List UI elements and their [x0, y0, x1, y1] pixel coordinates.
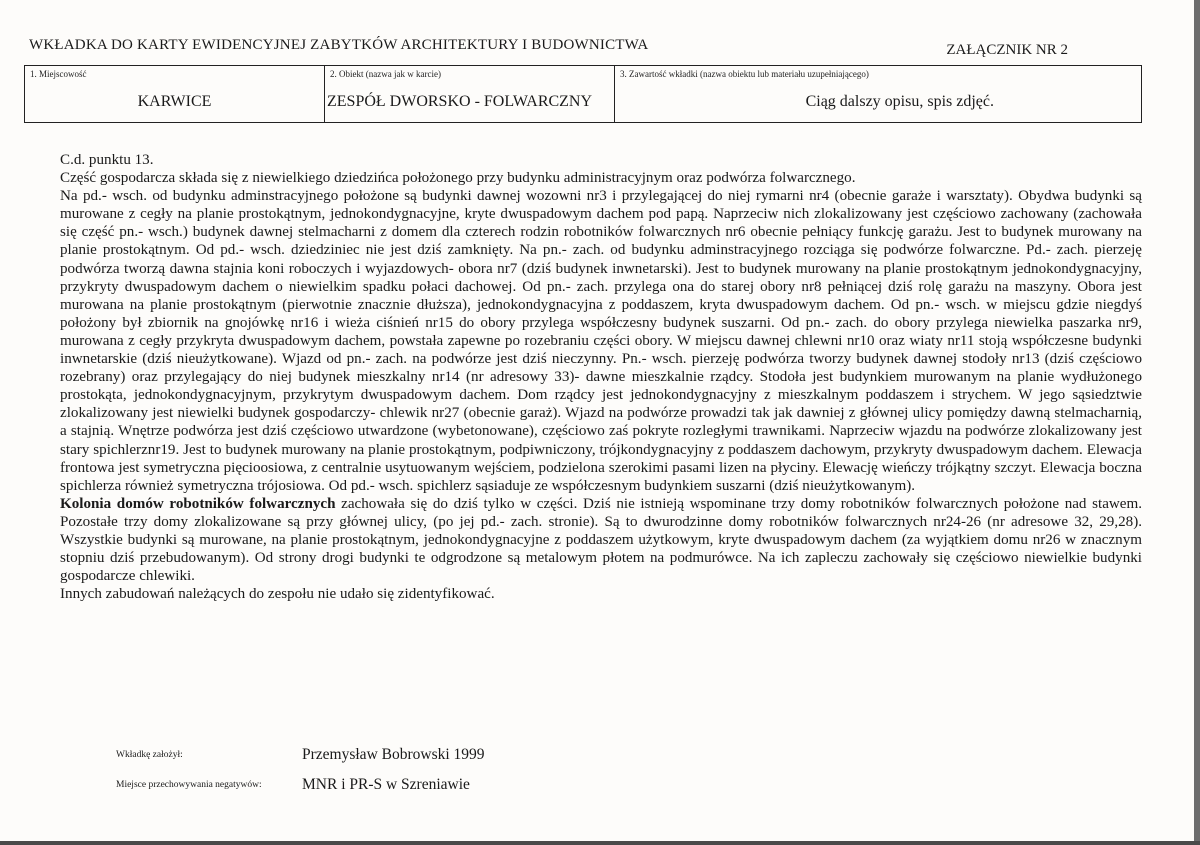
field-object-label: 2. Obiekt (nazwa jak w karcie): [330, 69, 441, 79]
colony-heading: Kolonia domów robotników folwarcznych: [60, 495, 336, 512]
paragraph-buildings: Na pd.- wsch. od budynku adminstracyjnego położone są budynki dawnej wozowni nr3 i przylegającej do niej rymarni nr4 (obecnie garaże i warsztaty). Obydwa budynki są murowane z cegły na planie prostokątnym, jednokondygnacyjne, kryte dwuspadowym dachem pod papą. Naprzeciw nich zlokalizowany jest częściowo zachowany (zachowała się część pn.- wsch.) budynek dawnej stelmacharni z domem dla czterech rodzin robotników folwarcznych nr6 obecnie pełniący funkcję garażu. Jest to budynek murowany na planie prostokątnym. Od pd.- wsch. dziedziniec nie jest dziś zamknięty. Na pn.- zach. od budynku adminstracyjnego rozciąga się podwórze folwarczne. Pd.- zach. pierzeję podwórza tworzą dawna stajnia koni roboczych i wyjazdowych- obora nr7 (dziś budynek inwnetarski). Jest to budynek murowany na planie prostokątnym jednokondygnacyjny, przykryty dwuspadowym dachem o niewielkim spadku połaci dachowej. Od pn.- zach. przylega ona do starej obory nr8 pełniącej dziś rolę garażu na maszyny. Obora jest murowana na planie prostokątnym (pierwotnie znacznie dłuższa), jednokondygnacyjna z poddaszem, kryta dwuspadowym dachem. Od pn.- wsch. w miejscu gdzie niegdyś położony był zbiornik na gnojówkę nr16 i wieża ciśnień nr15 do obory przylega współczesny budynek suszarni. Od pn.- zach. do obory przylega niewielka paszarka nr9, murowana z cegły przykryta dwuspadowym dachem, powstała zapewne po rozebraniu części obory. W miejscu dawnej chlewni nr10 oraz wiaty nr11 stoją współczesne budynki inwnetarskie (dziś nieużytkowane). Wjazd od pn.- zach. na podwórze jest dziś nieczynny. Pn.- wsch. pierzeję podwórza tworzy budynek dawnej stodoły nr13 (dziś częściowo rozebrany) oraz przylegający do niej budynek mieszkalny nr14 (nr adresowy 33)- dawne mieszkalnie rządcy. Stodoła jest budynkiem murowanym na planie wydłużonego prostokąta, jednokondygnacyjnym, przykrytym dwuspadowym dachem. Dom rządcy jest jednokondygnacyjny z mieszkalnym poddaszem i strychem. W jego sąsiedztwie zlokalizowany jest niewielki budynek gospodarczy- chlewik nr27 (obecnie garaż). Wjazd na podwórze prowadzi tak jak dawniej z głównej ulicy pomiędzy dawną stelmacharnią, a stajnią. Wnętrze podwórza jest dziś częściowo utwardzone (wybetonowane), częściowo zaś pokryte rozległymi trawnikami. Naprzeciw wjazdu na podwórze zlokalizowany jest stary spichlerznr19. Jest to budynek murowany na planie prostokątnym, podpiwniczony, trójkondygnacyjny z poddaszem dachowym, przykryty dwuspadowym dachem. Elewacja frontowa jest symetryczna pięcioosiowa, z centralnie usytuowanym wejściem, podzielona szerokimi pasami lizen na płyciny. Elewację wieńczy trójkątny szczyt. Elewacja boczna spichlerza również symetryczna trójosiowa. Od pd.- wsch. spichlerz sąsiaduje ze współczesnym budynkiem suszarni (dziś nieużytkowanym).: [60, 188, 1142, 494]
author-value: Przemysław Bobrowski 1999: [302, 746, 485, 764]
storage-value: MNR i PR-S w Szreniawie: [302, 776, 470, 794]
storage-label: Miejsce przechowywania negatywów:: [116, 780, 262, 791]
footer-storage-row: [116, 776, 470, 794]
paragraph-closing: Innych zabudowań należących do zespołu nie udało się zidentyfikować.: [60, 586, 495, 603]
field-locality-value: KARWICE: [137, 93, 212, 110]
author-label: Wkładkę założył:: [116, 750, 183, 761]
page-edge-right: [1194, 0, 1200, 845]
annex-number: ZAŁĄCZNIK NR 2: [946, 42, 1068, 58]
section-heading: C.d. punktu 13.: [60, 152, 154, 168]
field-content: [614, 66, 1142, 122]
description-body: [60, 151, 1142, 603]
header-fields-table: [24, 65, 1142, 123]
colony-text: zachowała się do dziś tylko w części. Dziś nie istnieją wspominane trzy domy robotników folwarcznych położone nad stawem. Pozostałe trzy domy zlokalizowane są przy głównej ulicy, (po jej pd.- zach. stronie). Są to dwurodzinne domy robotników folwarcznych nr24-26 (nr adresowe 32, 29,28). Wszystkie budynki są murowane, na planie prostokątnym, jednokondygnacyjne z poddaszem użytkowym, kryte dwuspadowym dachem (za wyjątkiem domu nr26 w znacznym stopniu dziś przebudowanym). Od strony drogi budynki te odgrodzone są metalowym płotem na podmurówce. Na ich zapleczu zachowały się częściowo niewielkie budynki gospodarcze chlewiki.: [60, 495, 1143, 585]
field-locality: [25, 66, 324, 122]
field-content-value: Ciąg dalszy opisu, spis zdjęć.: [805, 93, 994, 110]
field-object-value: ZESPÓŁ DWORSKO - FOLWARCZNY: [327, 93, 593, 110]
paragraph-intro: Część gospodarcza składa się z niewielkiego dziedzińca położonego przy budynku administracyjnym oraz podwórza folwarcznego.: [60, 170, 856, 187]
field-content-label: 3. Zawartość wkładki (nazwa obiektu lub materiału uzupełniającego): [620, 69, 869, 79]
footer-author-row: [116, 746, 485, 764]
field-object: [324, 66, 614, 122]
document-title: WKŁADKA DO KARTY EWIDENCYJNEJ ZABYTKÓW ARCHITEKTURY I BUDOWNICTWA: [29, 37, 649, 53]
paragraph-colony: [60, 495, 1142, 585]
page-edge-bottom: [0, 841, 1200, 845]
field-locality-label: 1. Miejscowość: [30, 69, 87, 79]
